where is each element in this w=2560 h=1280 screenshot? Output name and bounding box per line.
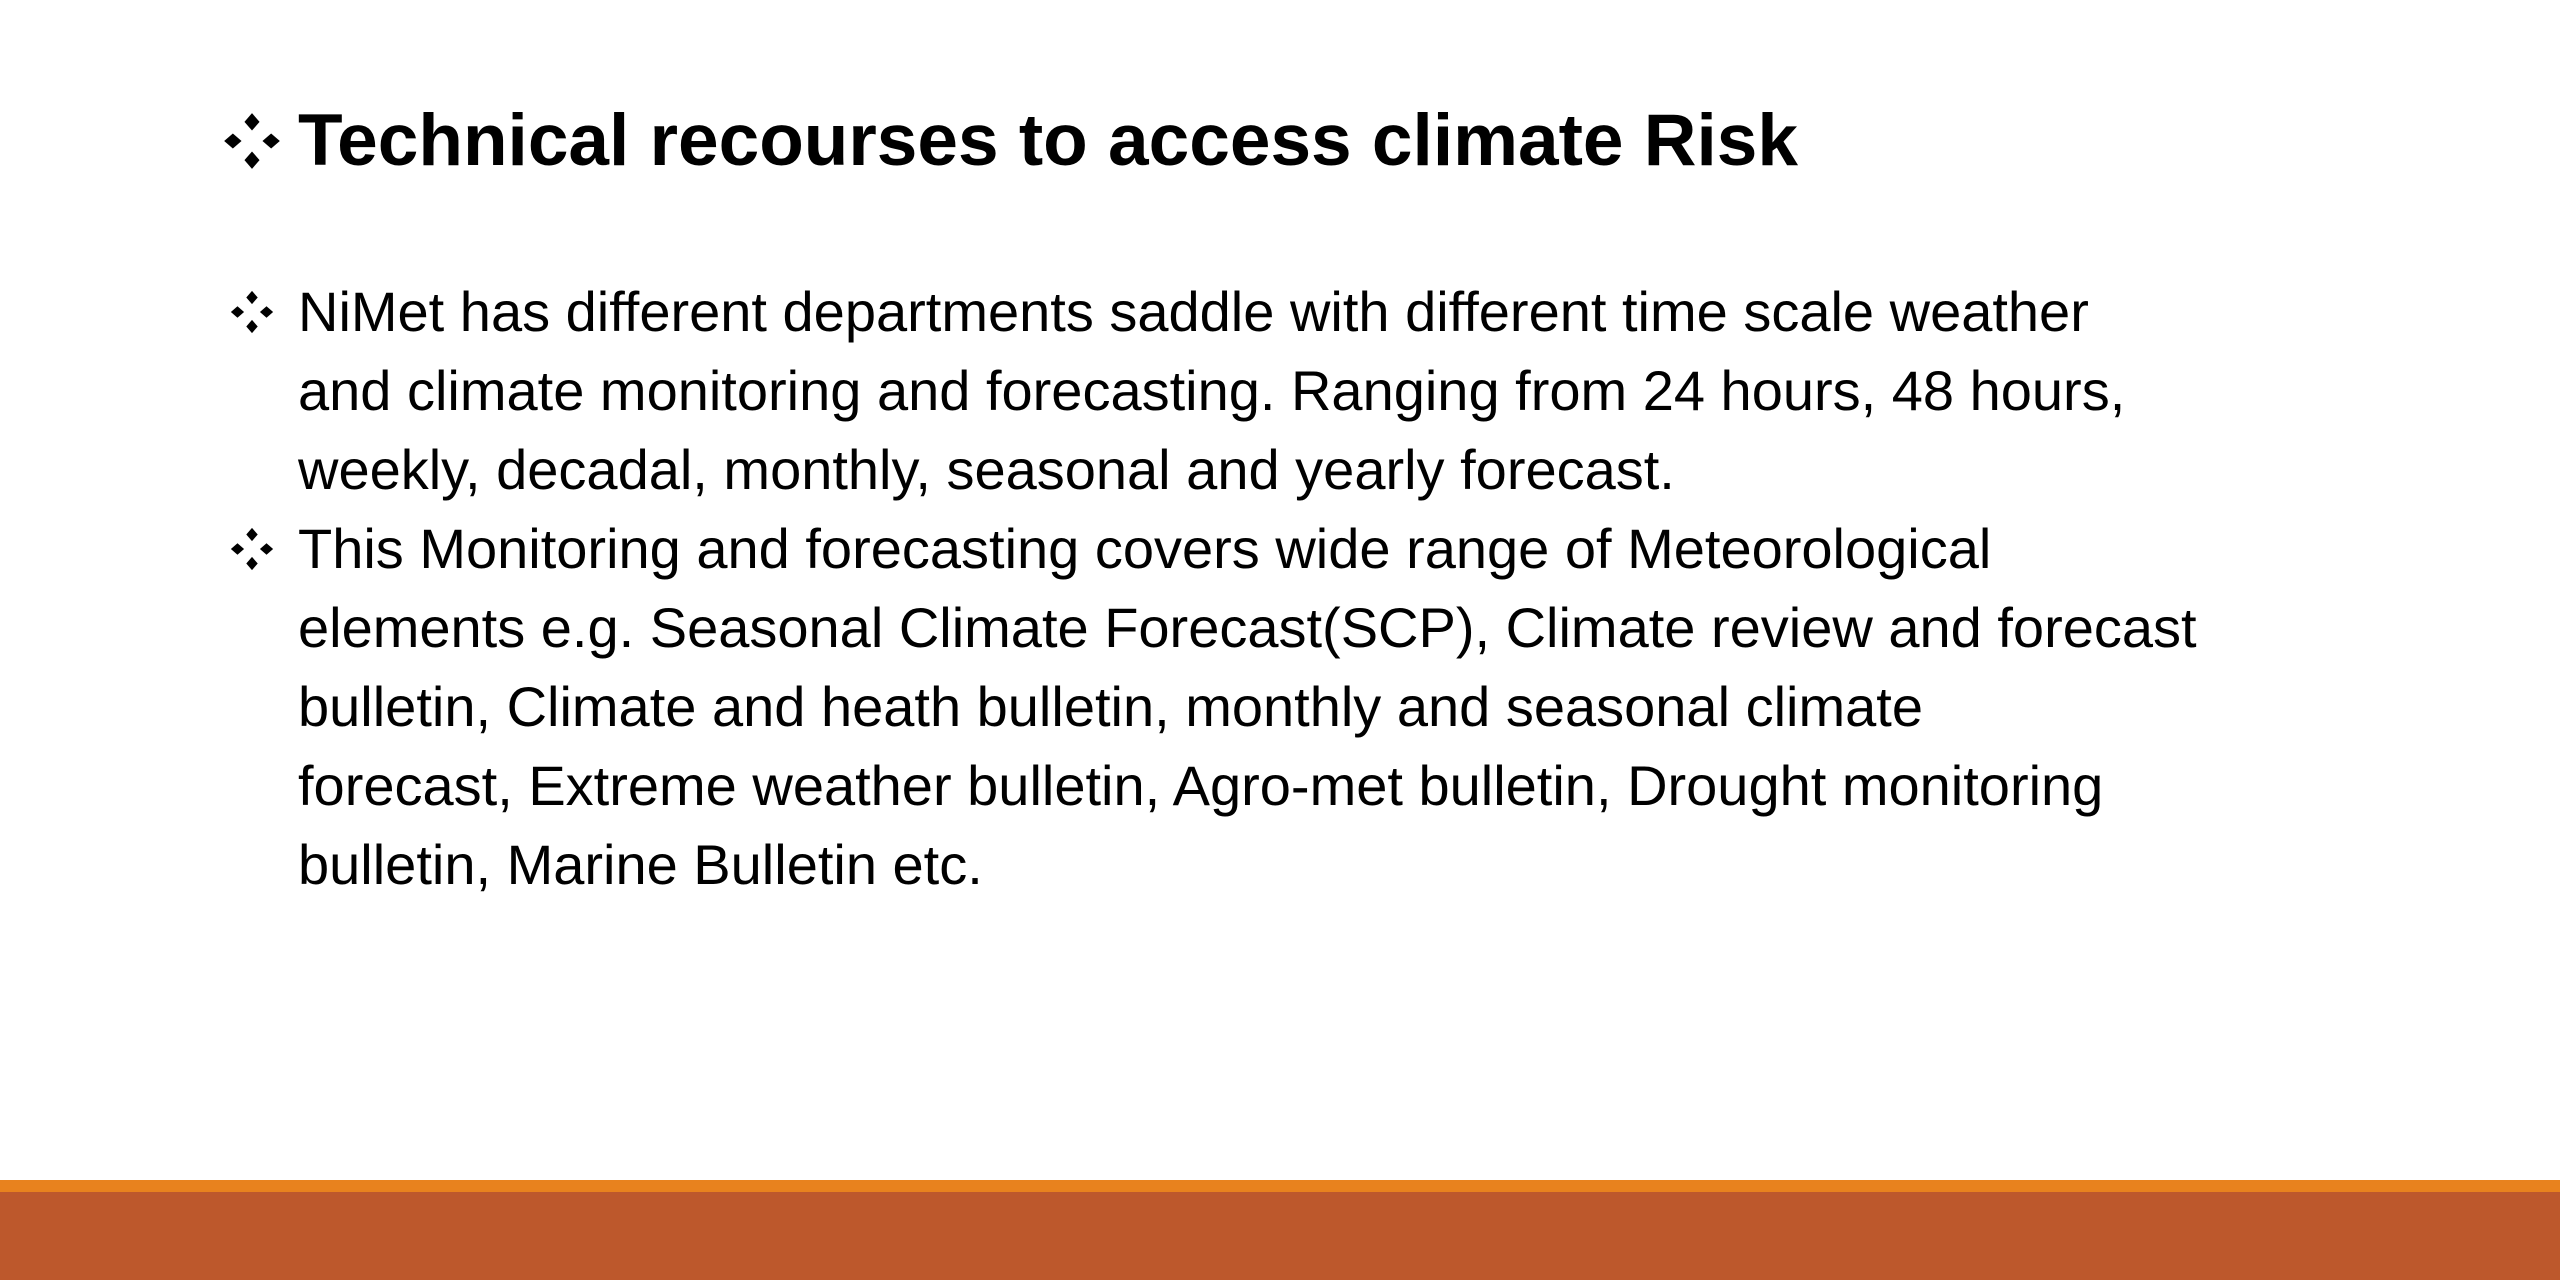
bullet-line: elements e.g. Seasonal Climate Forecast(SCP), Climate review and forecast <box>298 596 2197 659</box>
bullet-text <box>298 272 2398 509</box>
bullet-item <box>218 509 2398 904</box>
four-diamond-bullet-icon <box>218 272 286 351</box>
footer-bar <box>0 1192 2560 1280</box>
bullet-item <box>218 272 2398 509</box>
bullet-line: forecast, Extreme weather bulletin, Agro-met bulletin, Drought monitoring <box>298 754 2104 817</box>
bullet-text <box>298 509 2398 904</box>
bullet-line: This Monitoring and forecasting covers wide range of Meteorological <box>298 517 1992 580</box>
four-diamond-bullet-icon <box>218 112 286 170</box>
bullet-line: bulletin, Marine Bulletin etc. <box>298 833 983 896</box>
footer-accent-line <box>0 1180 2560 1192</box>
four-diamond-bullet-icon <box>218 509 286 588</box>
slide-title: Technical recourses to access climate Risk <box>298 100 1798 181</box>
bullet-line: and climate monitoring and forecasting. Ranging from 24 hours, 48 hours, <box>298 359 2126 422</box>
slide-title-row <box>218 95 1798 187</box>
bullet-line: weekly, decadal, monthly, seasonal and yearly forecast. <box>298 438 1675 501</box>
bullet-line: bulletin, Climate and heath bulletin, monthly and seasonal climate <box>298 675 1923 738</box>
bullet-list <box>218 272 2398 904</box>
bullet-line: NiMet has different departments saddle with different time scale weather <box>298 280 2089 343</box>
